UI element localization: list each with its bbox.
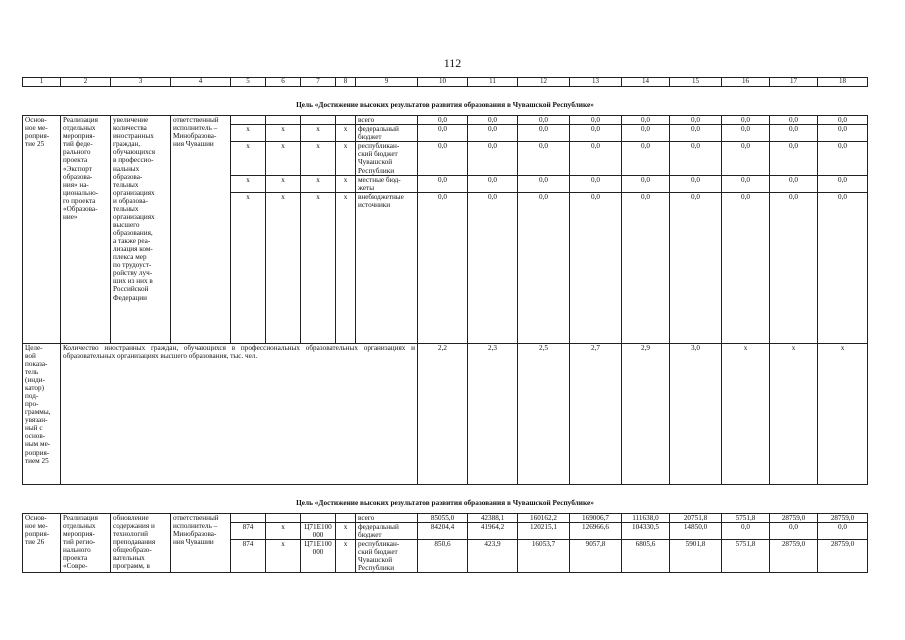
funding-value: 14850,0: [670, 522, 722, 539]
column-number: 5: [231, 78, 266, 87]
column-number: 8: [336, 78, 356, 87]
funding-value: 0,0: [670, 142, 722, 175]
funding-value: 0,0: [818, 116, 868, 125]
column-number: 10: [418, 78, 468, 87]
budget-code: x: [301, 142, 336, 175]
funding-value: 41964,2: [468, 522, 518, 539]
funding-value: 0,0: [418, 125, 468, 142]
budget-code: x: [266, 175, 301, 192]
funding-value: 0,0: [468, 142, 518, 175]
funding-source: республикан- ский бюджет Чувашской Республики: [356, 540, 418, 573]
funding-value: 0,0: [570, 116, 622, 125]
funding-value: 0,0: [468, 175, 518, 192]
measure-number: Основ- ное ме- роприя- тие 25: [23, 116, 61, 344]
funding-value: 0,0: [468, 116, 518, 125]
column-number: 16: [722, 78, 770, 87]
funding-value: 0,0: [518, 192, 570, 343]
funding-value: 0,0: [670, 192, 722, 343]
goal-row: [23, 484, 868, 513]
budget-code: [336, 116, 356, 125]
budget-code: [266, 116, 301, 125]
funding-value: 28759,0: [770, 540, 818, 573]
funding-value: 0,0: [670, 116, 722, 125]
budget-code: x: [231, 192, 266, 343]
funding-value: 5751,8: [722, 513, 770, 522]
funding-value: 0,0: [418, 116, 468, 125]
funding-source: местные бюд- жеты: [356, 175, 418, 192]
budget-code: x: [231, 142, 266, 175]
funding-value: 111638,0: [622, 513, 670, 522]
column-number-row: [23, 78, 868, 87]
budget-table: [22, 77, 868, 573]
funding-value: 0,0: [770, 522, 818, 539]
funding-value: 0,0: [622, 116, 670, 125]
funding-value: 16053,7: [518, 540, 570, 573]
funding-value: 0,0: [670, 125, 722, 142]
budget-code: x: [266, 522, 301, 539]
funding-value: 28759,0: [770, 513, 818, 522]
funding-value: 850,6: [418, 540, 468, 573]
funding-value: 0,0: [622, 142, 670, 175]
budget-code: [336, 513, 356, 522]
budget-code: Ц71Е100 000: [301, 522, 336, 539]
funding-value: 0,0: [418, 175, 468, 192]
budget-code: 874: [231, 540, 266, 573]
funding-value: 0,0: [518, 116, 570, 125]
budget-code: x: [336, 175, 356, 192]
funding-value: 84204,4: [418, 522, 468, 539]
column-number: 2: [61, 78, 111, 87]
column-number: 18: [818, 78, 868, 87]
column-number: 7: [301, 78, 336, 87]
column-number: 3: [111, 78, 171, 87]
indicator-value: x: [722, 343, 770, 484]
measure-goal: увеличение количества иностранных граждан, обучающихся в профессио- нальных образова- тельных организациях и образова- тельных организациях высшего образования, а также реа- лизация ком- плекса мер по трудоуст- ройству луч- ших из них в Российской Федерации: [111, 116, 171, 344]
funding-source: федеральный бюджет: [356, 125, 418, 142]
funding-source: федеральный бюджет: [356, 522, 418, 539]
measure-number: Основ- ное ме- роприя- тие 26: [23, 513, 61, 572]
funding-value: 0,0: [818, 125, 868, 142]
funding-value: 5901,8: [670, 540, 722, 573]
funding-value: 0,0: [518, 142, 570, 175]
goal-row: [23, 87, 868, 116]
funding-value: 169006,7: [570, 513, 622, 522]
funding-value: 160162,2: [518, 513, 570, 522]
funding-value: 0,0: [570, 142, 622, 175]
indicator-text: Количество иностранных граждан, обучающихся в профессиональных образовательных организациях и образовательных организациях высшего образования, тыс. чел.: [61, 343, 418, 484]
budget-code: 874: [231, 522, 266, 539]
funding-value: 0,0: [722, 522, 770, 539]
responsible-executor: ответственный исполнитель – Минобразова- ния Чувашии: [171, 116, 231, 344]
budget-code: Ц71Е100 000: [301, 540, 336, 573]
goal-title: Цель «Достижение высоких результатов развития образования в Чувашской Республике»: [296, 100, 594, 109]
measure-goal: обновление содержания и технологий преподавания общеобразо- вательных программ, в: [111, 513, 171, 572]
funding-value: 0,0: [570, 125, 622, 142]
budget-code: x: [336, 522, 356, 539]
funding-value: 0,0: [770, 192, 818, 343]
funding-value: 0,0: [622, 175, 670, 192]
funding-value: 6805,6: [622, 540, 670, 573]
funding-value: 0,0: [770, 116, 818, 125]
funding-value: 0,0: [468, 192, 518, 343]
indicator-value: 2,9: [622, 343, 670, 484]
funding-value: 0,0: [518, 125, 570, 142]
funding-source: внебюджетные источники: [356, 192, 418, 343]
responsible-executor: ответственный исполнитель – Минобразова- ния Чувашии: [171, 513, 231, 572]
measure-name: Реализация отдельных мероприя- тий регио- нального проекта «Совре-: [61, 513, 111, 572]
indicator-value: 2,3: [468, 343, 518, 484]
funding-value: 42388,1: [468, 513, 518, 522]
funding-value: 0,0: [468, 125, 518, 142]
page-number: 112: [443, 56, 462, 70]
funding-value: 28759,0: [818, 513, 868, 522]
budget-code: x: [231, 175, 266, 192]
measure-row: [23, 116, 868, 125]
funding-value: 0,0: [418, 142, 468, 175]
budget-code: [266, 513, 301, 522]
budget-code: x: [336, 142, 356, 175]
budget-code: x: [266, 192, 301, 343]
column-number: 13: [570, 78, 622, 87]
column-number: 14: [622, 78, 670, 87]
column-number: 15: [670, 78, 722, 87]
budget-code: x: [266, 540, 301, 573]
funding-value: 0,0: [418, 192, 468, 343]
budget-code: x: [231, 125, 266, 142]
indicator-row: [23, 343, 868, 484]
indicator-value: x: [770, 343, 818, 484]
funding-value: 0,0: [818, 142, 868, 175]
funding-value: 126966,6: [570, 522, 622, 539]
indicator-value: 3,0: [670, 343, 722, 484]
funding-value: 0,0: [722, 175, 770, 192]
funding-value: 0,0: [770, 142, 818, 175]
funding-source: всего: [356, 513, 418, 522]
budget-code: x: [301, 125, 336, 142]
funding-value: 20751,8: [670, 513, 722, 522]
funding-value: 0,0: [818, 175, 868, 192]
funding-value: 0,0: [818, 192, 868, 343]
budget-code: x: [336, 125, 356, 142]
funding-value: 0,0: [570, 192, 622, 343]
funding-value: 423,9: [468, 540, 518, 573]
funding-value: 85055,0: [418, 513, 468, 522]
budget-code: x: [301, 175, 336, 192]
budget-code: [231, 513, 266, 522]
budget-code: x: [266, 125, 301, 142]
budget-code: x: [336, 192, 356, 343]
column-number: 9: [356, 78, 418, 87]
funding-value: 0,0: [622, 192, 670, 343]
indicator-value: 2,5: [518, 343, 570, 484]
funding-value: 0,0: [622, 125, 670, 142]
funding-value: 0,0: [818, 522, 868, 539]
funding-value: 0,0: [770, 175, 818, 192]
indicator-value: 2,2: [418, 343, 468, 484]
goal-title: Цель «Достижение высоких результатов развития образования в Чувашской Республике»: [296, 497, 594, 507]
indicator-label: Целе- вой показа- тель (инди- катор) под- про- граммы, увязан- ный с основ- ным ме- роприя- тием 25: [23, 343, 61, 484]
column-number: 6: [266, 78, 301, 87]
column-number: 17: [770, 78, 818, 87]
budget-code: [301, 116, 336, 125]
funding-value: 0,0: [722, 116, 770, 125]
column-number: 12: [518, 78, 570, 87]
funding-value: 104330,5: [622, 522, 670, 539]
funding-value: 120215,1: [518, 522, 570, 539]
budget-code: x: [301, 192, 336, 343]
funding-value: 0,0: [770, 125, 818, 142]
funding-source: всего: [356, 116, 418, 125]
column-number: 4: [171, 78, 231, 87]
budget-code: [231, 116, 266, 125]
column-number: 1: [23, 78, 61, 87]
funding-value: 0,0: [670, 175, 722, 192]
funding-value: 5751,8: [722, 540, 770, 573]
column-number: 11: [468, 78, 518, 87]
funding-value: 0,0: [570, 175, 622, 192]
budget-code: x: [266, 142, 301, 175]
funding-value: 28759,0: [818, 540, 868, 573]
funding-value: 0,0: [722, 192, 770, 343]
indicator-value: 2,7: [570, 343, 622, 484]
budget-code: x: [336, 540, 356, 573]
funding-value: 0,0: [722, 142, 770, 175]
budget-code: [301, 513, 336, 522]
funding-value: 0,0: [518, 175, 570, 192]
measure-name: Реализация отдельных мероприя- тий феде- рального проекта «Экспорт образова- ния» на- ционально- го проекта «Образова- ние»: [61, 116, 111, 344]
funding-value: 0,0: [722, 125, 770, 142]
indicator-value: x: [818, 343, 868, 484]
funding-value: 9057,8: [570, 540, 622, 573]
funding-source: республикан- ский бюджет Чувашской Республики: [356, 142, 418, 175]
measure-row: [23, 513, 868, 522]
